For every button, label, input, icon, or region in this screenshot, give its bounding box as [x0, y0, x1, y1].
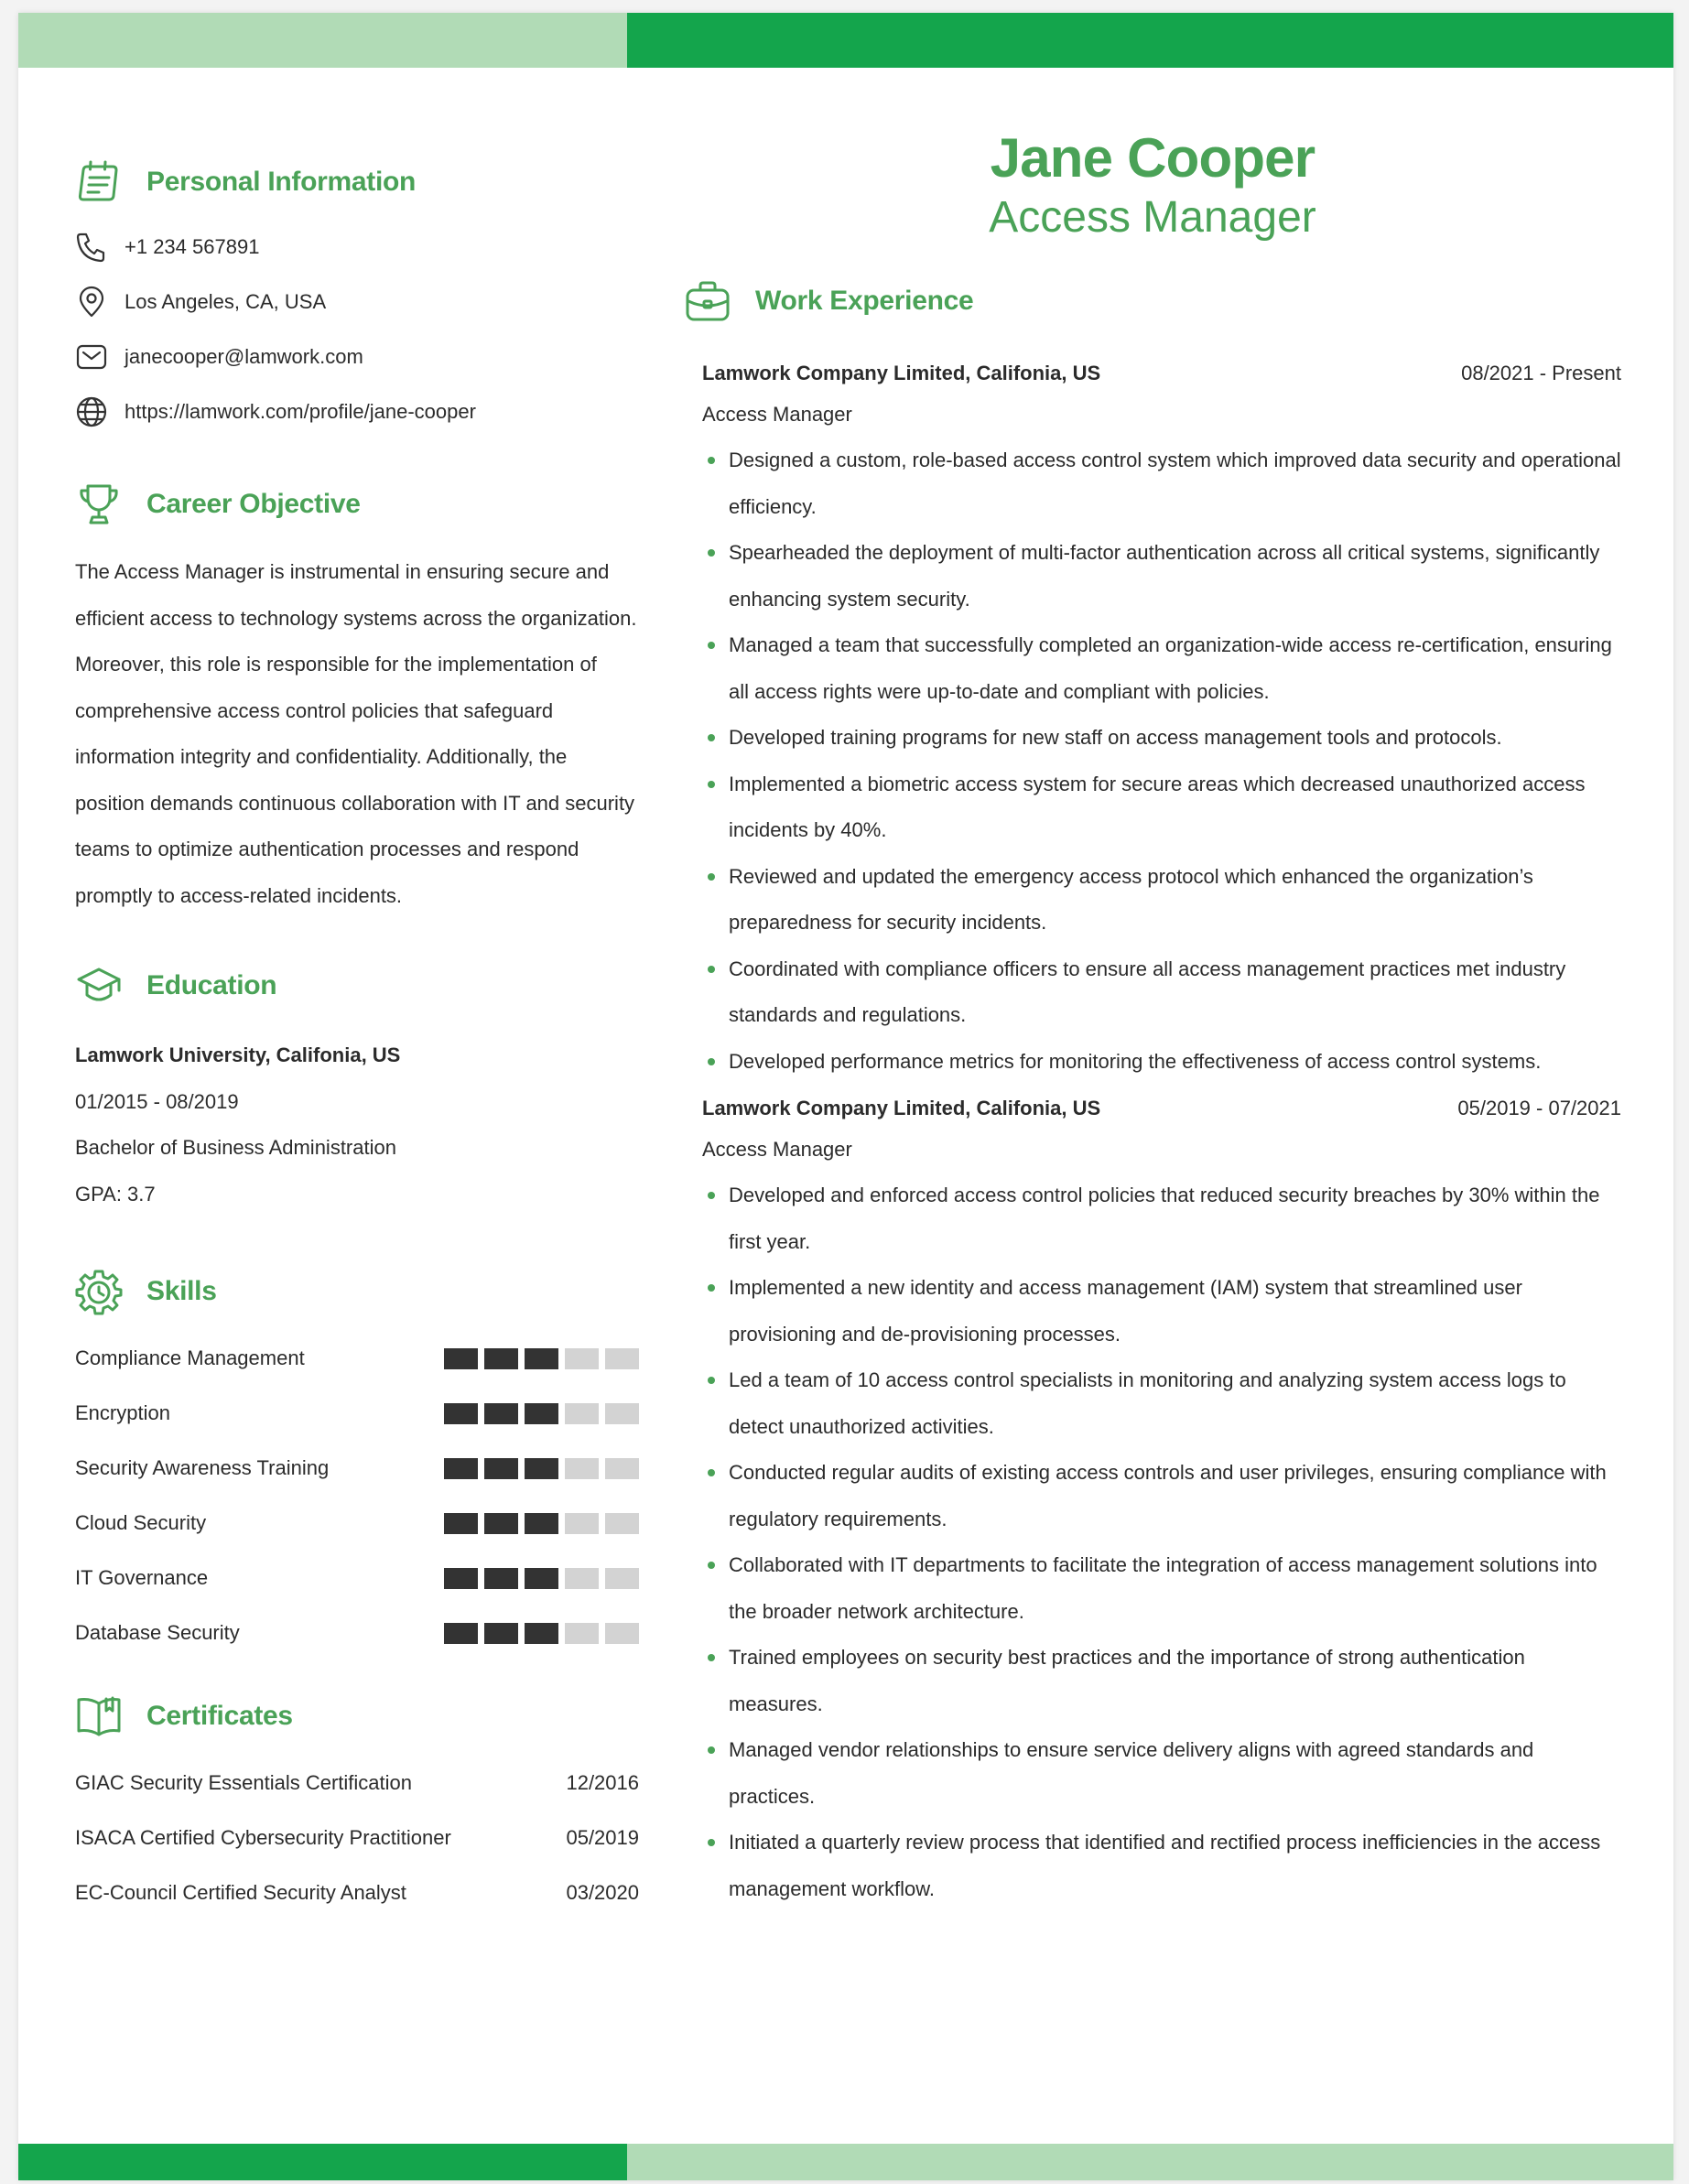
personal-card-icon	[75, 156, 128, 209]
skill-level-filled	[444, 1458, 478, 1479]
job-bullet: Initiated a quarterly review process that identified and rectified process inefficiencies in the access management workflow.	[702, 1820, 1621, 1912]
skill-level-meter	[444, 1623, 639, 1644]
work-experience-title: Work Experience	[755, 286, 974, 316]
contact-phone	[75, 229, 641, 265]
skill-name: Security Awareness Training	[75, 1456, 330, 1479]
job-company: Lamwork Company Limited, Califonia, US	[702, 1097, 1101, 1119]
gear-clock-icon	[75, 1265, 128, 1318]
skill-level-empty	[605, 1568, 639, 1589]
skill-level-empty	[605, 1403, 639, 1424]
briefcase-icon	[684, 275, 737, 328]
skill-row	[75, 1505, 641, 1541]
job-bullets	[702, 1173, 1621, 1912]
certificates-section	[75, 1690, 641, 1911]
bottom-bar-dark	[18, 2144, 627, 2180]
skill-level-filled	[525, 1568, 558, 1589]
skill-level-filled	[444, 1513, 478, 1534]
skill-level-filled	[484, 1403, 518, 1424]
job-bullet: Implemented a biometric access system for secure areas which decreased unauthorized access incidents by 40%.	[702, 762, 1621, 854]
job-role: Access Manager	[702, 1138, 852, 1161]
skill-level-meter	[444, 1513, 639, 1534]
career-objective-header	[75, 478, 641, 531]
skill-name: Cloud Security	[75, 1511, 207, 1534]
skill-level-empty	[605, 1513, 639, 1534]
skill-level-filled	[444, 1348, 478, 1369]
job-bullets	[702, 438, 1621, 1085]
mail-icon	[75, 339, 112, 375]
skill-level-filled	[525, 1348, 558, 1369]
skill-level-empty	[605, 1348, 639, 1369]
skill-level-filled	[444, 1403, 478, 1424]
contact-location	[75, 284, 641, 320]
work-experience-section	[702, 275, 1621, 1912]
skill-level-empty	[565, 1568, 599, 1589]
job-bullet: Trained employees on security best practices and the importance of strong authentication measures.	[702, 1635, 1621, 1727]
bottom-bar-light	[627, 2144, 1673, 2180]
career-objective-text: The Access Manager is instrumental in ensuring secure and efficient access to technology systems across the organization. Moreover, this role is responsible for the implementation of comprehensive access control policies that safeguard information integrity and confidentiality. Additionally, the position demands continuous collaboration with IT and security teams to optimize authentication processes and respond promptly to access-related incidents.	[75, 560, 637, 907]
skills-title: Skills	[146, 1276, 217, 1306]
contact-email	[75, 339, 641, 375]
left-column	[75, 156, 641, 1930]
job-bullet: Implemented a new identity and access management (IAM) system that streamlined user provisioning and de-provisioning processes.	[702, 1265, 1621, 1357]
skill-name: Encryption	[75, 1401, 170, 1424]
job-bullet: Reviewed and updated the emergency access protocol which enhanced the organization’s preparedness for security incidents.	[702, 854, 1621, 946]
personal-info-header	[75, 156, 641, 209]
job-bullet: Developed performance metrics for monitoring the effectiveness of access control systems.	[702, 1039, 1621, 1086]
skill-level-filled	[484, 1348, 518, 1369]
skill-row	[75, 1395, 641, 1432]
candidate-name: Jane Cooper	[990, 127, 1315, 189]
skill-level-filled	[444, 1568, 478, 1589]
skills-list	[75, 1340, 641, 1651]
skill-level-filled	[525, 1623, 558, 1644]
email-text[interactable]: janecooper@lamwork.com	[125, 345, 363, 368]
graduation-cap-icon	[75, 959, 128, 1012]
contact-list	[75, 229, 641, 430]
career-objective-title: Career Objective	[146, 489, 361, 519]
certificate-row	[75, 1875, 641, 1911]
jobs-list	[702, 355, 1621, 1912]
skill-level-meter	[444, 1348, 639, 1369]
skill-level-filled	[484, 1513, 518, 1534]
top-bar-light	[18, 13, 627, 68]
career-objective-section	[75, 478, 641, 919]
education-dates: 01/2015 - 08/2019	[75, 1089, 239, 1113]
skill-name: Database Security	[75, 1621, 240, 1644]
job-company: Lamwork Company Limited, Califonia, US	[702, 362, 1101, 384]
skill-level-filled	[484, 1458, 518, 1479]
education-school: Lamwork University, Califonia, US	[75, 1043, 401, 1066]
skill-level-empty	[565, 1623, 599, 1644]
certificate-row	[75, 1765, 641, 1801]
skill-level-filled	[444, 1623, 478, 1644]
job-bullet: Collaborated with IT departments to facilitate the integration of access management solutions into the broader network architecture.	[702, 1542, 1621, 1635]
education-gpa: GPA: 3.7	[75, 1182, 156, 1206]
job-bullet: Developed training programs for new staff on access management tools and protocols.	[702, 715, 1621, 762]
skill-level-empty	[565, 1458, 599, 1479]
certificate-date: 05/2019	[566, 1826, 639, 1849]
resume-page	[18, 13, 1673, 2180]
certificates-title: Certificates	[146, 1701, 293, 1731]
certificates-list	[75, 1765, 641, 1911]
skills-header	[75, 1265, 641, 1318]
certificate-date: 12/2016	[566, 1771, 639, 1794]
right-column	[684, 128, 1621, 1912]
skill-level-empty	[605, 1623, 639, 1644]
certificate-date: 03/2020	[566, 1881, 639, 1904]
skill-level-filled	[484, 1623, 518, 1644]
skill-level-meter	[444, 1568, 639, 1589]
job-bullet: Developed and enforced access control policies that reduced security breaches by 30% within the first year.	[702, 1173, 1621, 1265]
job-bullet: Coordinated with compliance officers to ensure all access management practices met industry standards and regulations.	[702, 946, 1621, 1039]
skill-level-filled	[525, 1403, 558, 1424]
job-bullet: Spearheaded the deployment of multi-factor authentication across all critical systems, significantly enhancing system security.	[702, 530, 1621, 622]
top-bar-dark	[627, 13, 1673, 68]
skill-level-empty	[565, 1348, 599, 1369]
candidate-title: Access Manager	[989, 193, 1316, 242]
website-link[interactable]: https://lamwork.com/profile/jane-cooper	[125, 400, 476, 423]
open-book-icon	[75, 1690, 128, 1743]
skill-level-empty	[605, 1458, 639, 1479]
phone-icon	[75, 229, 112, 265]
certificate-name: GIAC Security Essentials Certification	[75, 1771, 413, 1794]
skill-level-meter	[444, 1458, 639, 1479]
personal-info-title: Personal Information	[146, 167, 417, 197]
trophy-icon	[75, 478, 128, 531]
job-dates: 08/2021 - Present	[1461, 362, 1621, 384]
skill-row	[75, 1450, 641, 1487]
skill-name: Compliance Management	[75, 1346, 305, 1369]
job-header	[702, 355, 1621, 392]
skill-level-meter	[444, 1403, 639, 1424]
work-experience-header	[684, 275, 1621, 328]
education-section	[75, 959, 641, 1217]
job-bullet: Managed a team that successfully completed an organization-wide access re-certification, ensuring all access rights were up-to-date and compliant with policies.	[702, 622, 1621, 715]
skill-level-filled	[525, 1458, 558, 1479]
skill-level-empty	[565, 1513, 599, 1534]
skill-name: IT Governance	[75, 1566, 209, 1589]
globe-icon	[75, 394, 112, 430]
location-pin-icon	[75, 284, 112, 320]
skill-row	[75, 1340, 641, 1377]
job-dates: 05/2019 - 07/2021	[1457, 1097, 1621, 1119]
job-role: Access Manager	[702, 403, 852, 426]
job-entry	[702, 355, 1621, 1085]
job-bullet: Designed a custom, role-based access control system which improved data security and operational efficiency.	[702, 438, 1621, 530]
job-entry	[702, 1090, 1621, 1912]
skill-row	[75, 1560, 641, 1596]
contact-website	[75, 394, 641, 430]
education-title: Education	[146, 970, 277, 1000]
certificate-name: ISACA Certified Cybersecurity Practitioner	[75, 1826, 451, 1849]
job-bullet: Conducted regular audits of existing access controls and user privileges, ensuring compliance with regulatory requirements.	[702, 1450, 1621, 1542]
certificates-header	[75, 1690, 641, 1743]
phone-text: +1 234 567891	[125, 235, 260, 258]
job-header	[702, 1090, 1621, 1127]
skill-level-empty	[565, 1403, 599, 1424]
skill-level-filled	[525, 1513, 558, 1534]
job-bullet: Led a team of 10 access control specialists in monitoring and analyzing system access logs to detect unauthorized activities.	[702, 1357, 1621, 1450]
job-bullet: Managed vendor relationships to ensure service delivery aligns with agreed standards and practices.	[702, 1727, 1621, 1820]
education-details	[75, 1033, 641, 1217]
skill-row	[75, 1615, 641, 1651]
skills-section	[75, 1265, 641, 1651]
skill-level-filled	[484, 1568, 518, 1589]
location-text: Los Angeles, CA, USA	[125, 290, 327, 313]
certificate-row	[75, 1820, 641, 1856]
education-degree: Bachelor of Business Administration	[75, 1136, 396, 1159]
education-header	[75, 959, 641, 1012]
certificate-name: EC-Council Certified Security Analyst	[75, 1881, 406, 1904]
